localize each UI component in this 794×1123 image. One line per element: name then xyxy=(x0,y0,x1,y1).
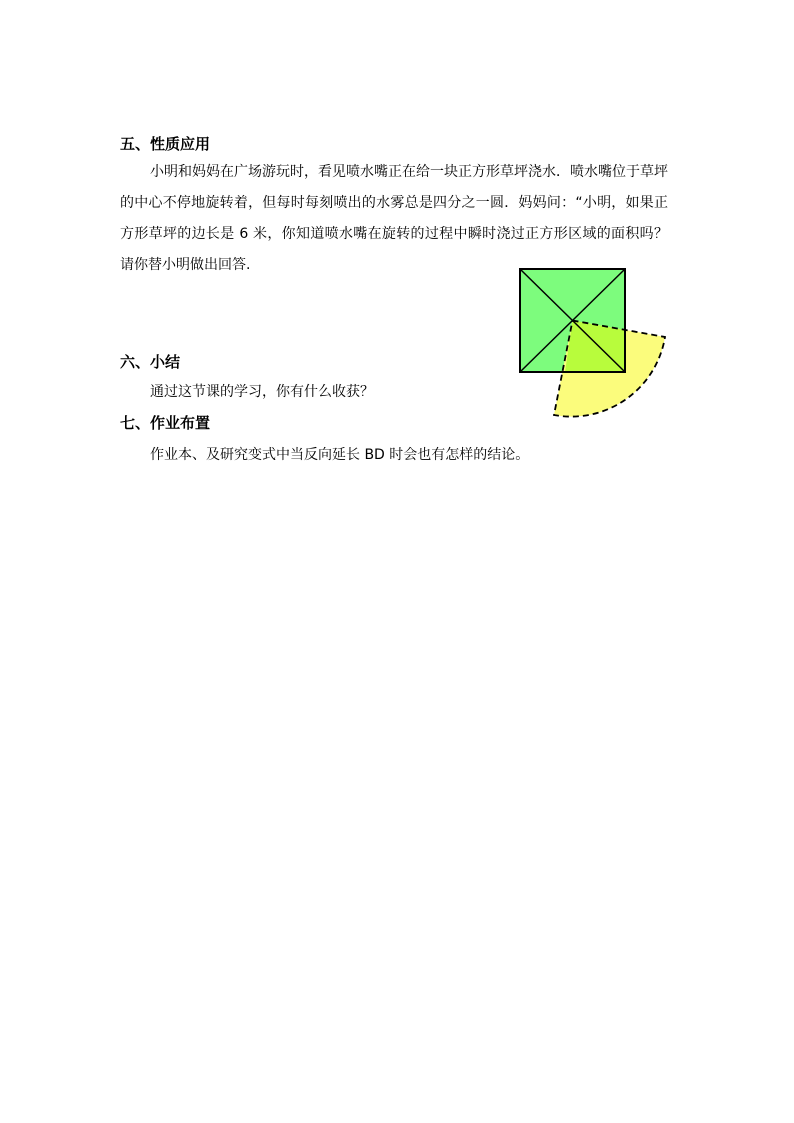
section-6-text: 通过这节课的学习，你有什么收获？ xyxy=(150,384,374,400)
problem-text: 小明和妈妈在广场游玩时，看见喷水嘴正在给一块正方形草坪浇水．喷水嘴位于草坪的中心不停地旋转着，但每时每刻喷出的水雾总是四分之一圆．妈妈问：“小明，如果正方形草坪的边长是 6 米，你知道喷水嘴在旋转的过程中瞬时浇过正方形区域的面积吗？请你替小明做出回答. xyxy=(120,164,668,273)
section-7-heading: 七、作业布置 xyxy=(120,414,211,432)
section-5-problem xyxy=(120,157,668,281)
section-6-heading: 六、小结 xyxy=(120,353,181,371)
lawn-sprinkler-figure xyxy=(515,264,675,422)
section-5-heading: 五、性质应用 xyxy=(120,135,211,153)
section-7-text: 作业本、及研究变式中当反向延长 BD 时会也有怎样的结论。 xyxy=(150,447,530,463)
